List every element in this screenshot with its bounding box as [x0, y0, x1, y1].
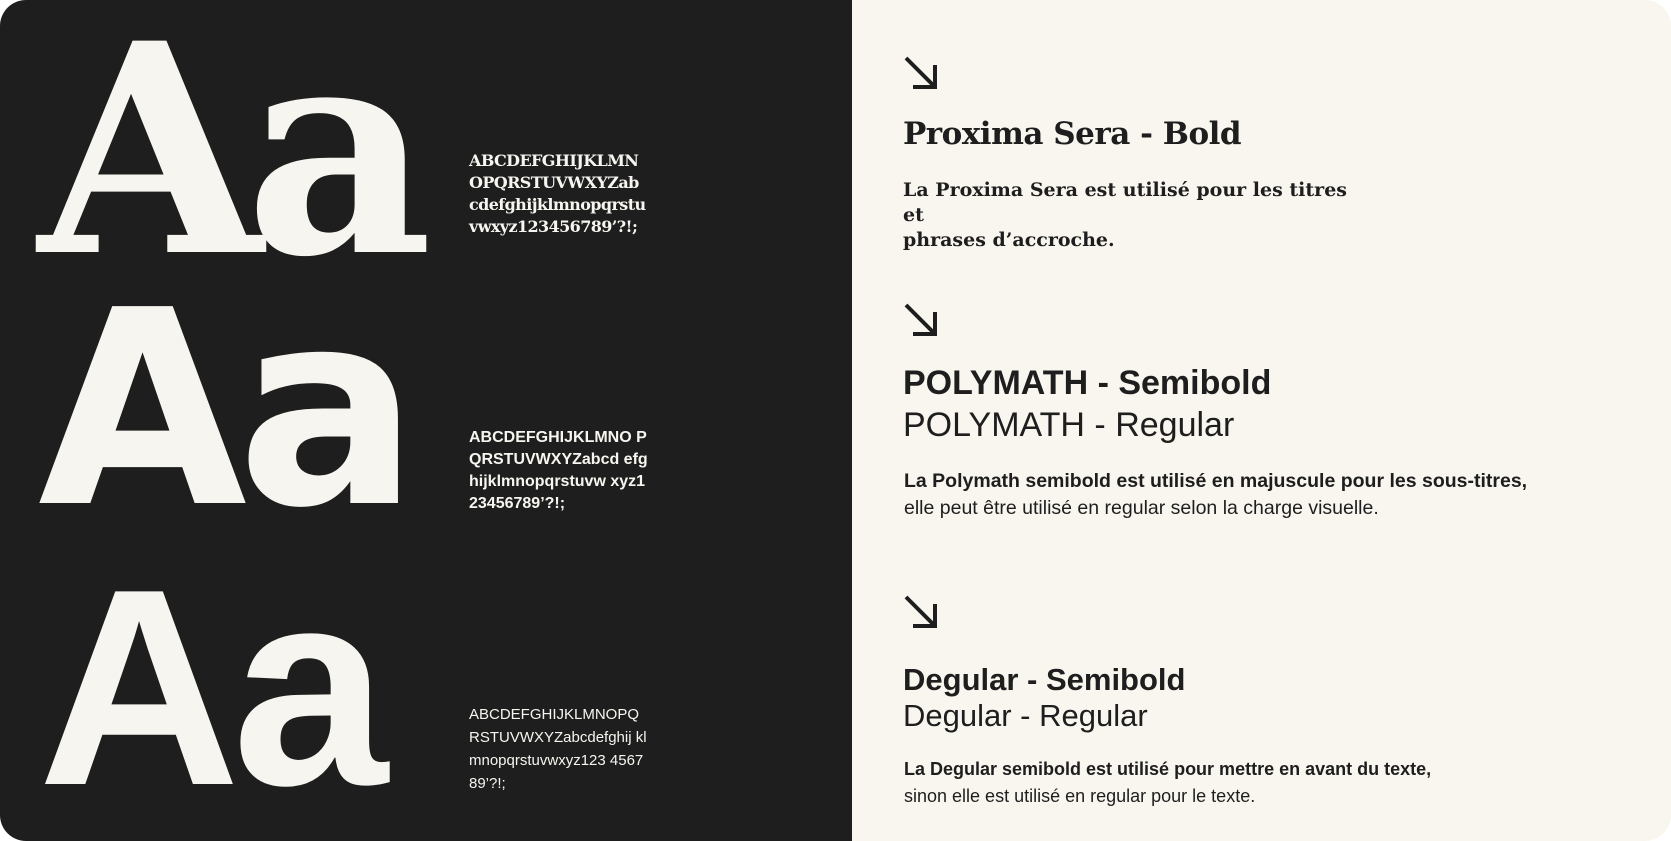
proxima-sera-description [903, 178, 1363, 253]
polymath-glyph-specimen: Aa [38, 252, 410, 567]
proxima-sera-title: Proxima Sera - Bold [903, 116, 1242, 152]
polymath-description [904, 468, 1544, 522]
proxima-description-line: phrases d’accroche. [903, 229, 1115, 251]
degular-regular-title: Degular - Regular [903, 698, 1148, 733]
degular-description-bold: La Degular semibold est utilisé pour mettre en avant du texte, [904, 759, 1432, 779]
polymath-regular-title: POLYMATH - Regular [903, 406, 1235, 444]
degular-semibold-title: Degular - Semibold [903, 662, 1186, 697]
polymath-description-regular: elle peut être utilisé en regular selon la charge visuelle. [904, 497, 1379, 519]
degular-glyph-specimen: Aa [38, 532, 380, 841]
polymath-alphabet: ABCDEFGHIJKLMNO PQRSTUVWXYZabcd efghijklmnopqrstuvw xyz123456789’?!; [469, 429, 648, 512]
arrow-down-right-icon [902, 54, 940, 92]
degular-description [904, 756, 1544, 810]
degular-alphabet: ABCDEFGHIJKLMNOPQ RSTUVWXYZabcdefghij klmnopqrstuvwxyz123 456789’?!; [469, 706, 647, 792]
arrow-down-right-icon [902, 301, 940, 339]
polymath-description-bold: La Polymath semibold est utilisé en majuscule pour les sous-titres, [904, 470, 1528, 492]
proxima-description-line: La Proxima Sera est utilisé pour les titres et [903, 179, 1347, 226]
serif-glyph-specimen: Aa [38, 0, 415, 321]
degular-description-regular: sinon elle est utilisé en regular pour le texte. [904, 786, 1256, 806]
polymath-semibold-title: POLYMATH - Semibold [903, 364, 1272, 402]
serif-alphabet: ABCDEFGHIJKLMN OPQRSTUVWXYZab cdefghijklmnopqrstu vwxyz123456789’?!; [469, 151, 646, 236]
arrow-down-right-icon [902, 593, 940, 631]
